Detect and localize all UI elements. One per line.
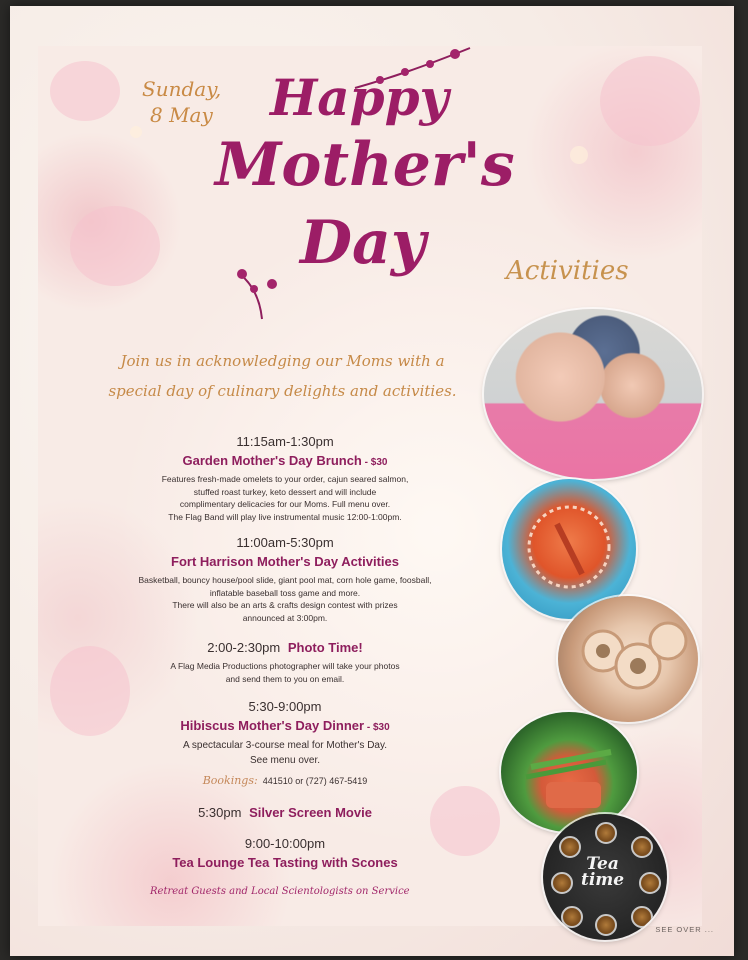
- intro-line: Join us in acknowledging our Moms with a: [120, 352, 445, 370]
- event-title-text: Hibiscus Mother's Day Dinner: [180, 718, 365, 733]
- event-heading-inline: [100, 640, 470, 655]
- event-schedule: [100, 426, 470, 870]
- title-happy: Happy: [270, 68, 449, 127]
- turkey-slices-icon: [558, 596, 698, 722]
- event-title: Fort Harrison Mother's Day Activities: [171, 554, 399, 569]
- event-time: 11:15am-1:30pm: [236, 434, 334, 449]
- tea-cup-icon: [561, 906, 583, 928]
- family-brunch-photo: [484, 309, 702, 479]
- event-price: - $30: [361, 457, 388, 468]
- date-weekday: Sunday,: [142, 77, 222, 101]
- desc-line: Features fresh-made omelets to your order, cajun seared salmon,: [161, 474, 409, 484]
- flyer-sheet: [10, 6, 734, 956]
- bokeh-decoration: [130, 126, 142, 138]
- tea-cup-icon: [595, 822, 617, 844]
- blossom-decoration: [70, 206, 160, 286]
- tea-cup-icon: [559, 836, 581, 858]
- salmon-dinner-photo: [501, 712, 637, 832]
- event-price: - $30: [364, 722, 390, 733]
- intro-text: [90, 346, 475, 406]
- desc-line: There will also be an arts & crafts design contest with prizes: [172, 600, 398, 610]
- event-heading-inline: [100, 805, 470, 820]
- event-time: 5:30-9:00pm: [248, 699, 322, 714]
- desc-line: A Flag Media Productions photographer will take your photos: [170, 661, 400, 671]
- desc-line: The Flag Band will play live instrumental music 12:00-1:00pm.: [168, 511, 402, 522]
- tea-cup-icon: [631, 906, 653, 928]
- audience-note: Retreat Guests and Local Scientologists on Service: [150, 886, 410, 897]
- event-title: Tea Lounge Tea Tasting with Scones: [172, 855, 398, 870]
- tea-cup-icon: [551, 872, 573, 894]
- activities-heading: Activities: [506, 256, 629, 286]
- title-day: Day: [300, 208, 426, 278]
- event-title: [100, 718, 470, 733]
- desc-line: inflatable baseball toss game and more.: [209, 587, 361, 598]
- title-mothers: Mother's: [215, 130, 515, 200]
- event-description: [100, 660, 470, 685]
- event-title: Silver Screen Movie: [249, 805, 372, 820]
- blossom-decoration: [50, 61, 120, 121]
- bokeh-decoration: [570, 146, 588, 164]
- event-title: [100, 453, 470, 468]
- desc-line: complimentary delicacies for our Moms. Full menu over.: [179, 499, 391, 509]
- salmon-plate-icon: [501, 712, 637, 832]
- event-time: 11:00am-5:30pm: [236, 535, 334, 550]
- tea-cup-icon: [631, 836, 653, 858]
- event-time: 9:00-10:00pm: [244, 836, 326, 851]
- event-description: [100, 738, 470, 768]
- bookings-phone: 441510 or (727) 467-5419: [262, 776, 368, 786]
- tea-time-photo: [543, 814, 667, 940]
- tea-label-line: Tea: [586, 854, 619, 874]
- event-time: 5:30pm: [198, 805, 242, 820]
- event-time: 2:00-2:30pm: [207, 640, 281, 655]
- tea-cup-icon: [595, 914, 617, 936]
- bookings-label: Bookings:: [202, 774, 258, 787]
- see-over-note: SEE OVER ...: [655, 925, 714, 934]
- desc-line: announced at 3:00pm.: [242, 612, 328, 623]
- event-title-text: Garden Mother's Day Brunch: [182, 453, 362, 468]
- tea-cup-icon: [639, 872, 661, 894]
- date-day: 8 May: [150, 103, 213, 127]
- desc-line: stuffed roast turkey, keto dessert and will include: [193, 486, 377, 497]
- desc-line: See menu over.: [249, 755, 321, 766]
- page-title: [215, 68, 535, 298]
- tea-time-label: [581, 856, 624, 888]
- bookings-info: [100, 774, 470, 787]
- stuffed-turkey-photo: [558, 596, 698, 722]
- event-description: [100, 574, 470, 624]
- event-description: [100, 473, 470, 523]
- blossom-decoration: [600, 56, 700, 146]
- desc-line: Basketball, bouncy house/pool slide, giant pool mat, corn hole game, foosball,: [138, 575, 432, 585]
- event-title: Photo Time!: [287, 640, 363, 655]
- tea-label-line: time: [581, 870, 625, 890]
- desc-line: A spectacular 3-course meal for Mother's Day.: [182, 740, 388, 751]
- desc-line: and send them to you on email.: [225, 673, 345, 684]
- intro-line: special day of culinary delights and activities.: [108, 382, 457, 400]
